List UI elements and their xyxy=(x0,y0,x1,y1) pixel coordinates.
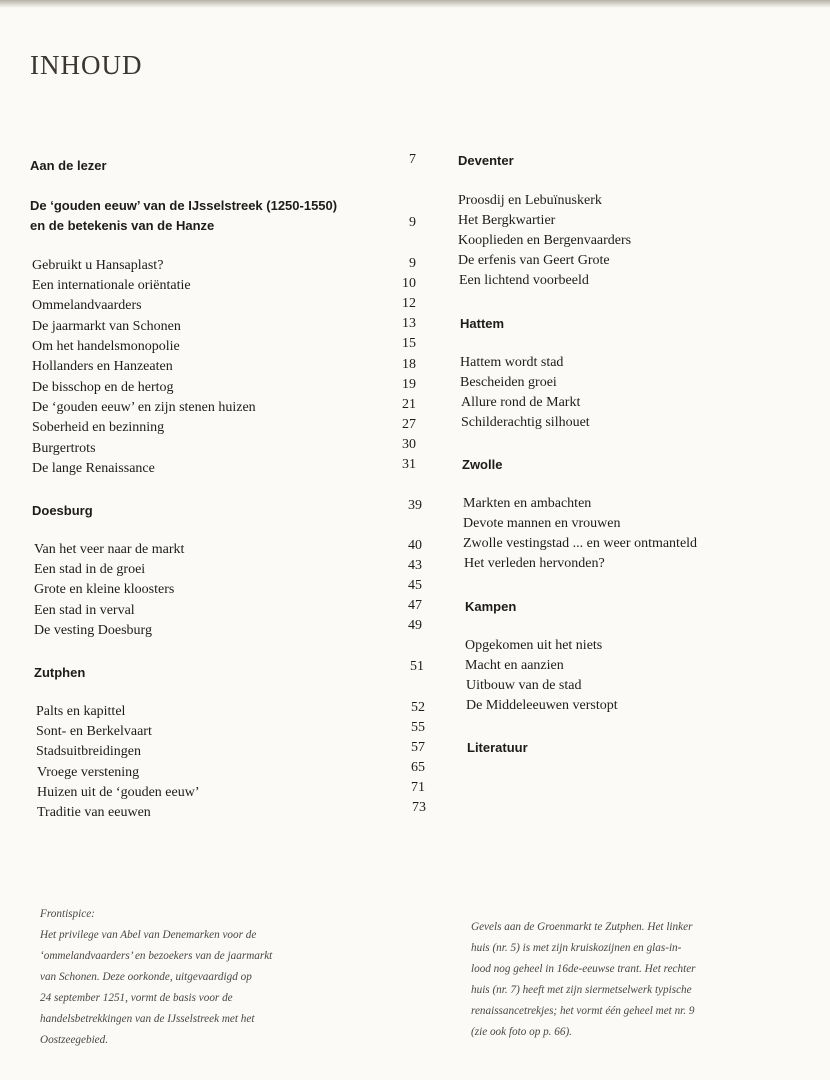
toc-item[interactable]: De erfenis van Geert Grote xyxy=(458,253,610,268)
toc-heading-zwolle[interactable]: Zwolle xyxy=(462,457,503,472)
toc-item[interactable]: De vesting Doesburg xyxy=(34,623,152,638)
toc-page-number: 9 xyxy=(409,215,416,230)
caption-line: Het privilege van Abel van Denemarken voor de xyxy=(40,929,257,941)
caption-line: ‘ommelandvaarders’ en bezoekers van de jaarmarkt xyxy=(40,950,273,962)
toc-item[interactable]: Om het handelsmonopolie xyxy=(32,339,180,354)
toc-page-number: 27 xyxy=(402,417,416,432)
toc-item[interactable]: Bescheiden groei xyxy=(460,375,557,390)
toc-item[interactable]: Kooplieden en Bergenvaarders xyxy=(458,233,632,248)
toc-item[interactable]: Een stad in de groei xyxy=(34,562,146,577)
toc-item[interactable]: De jaarmarkt van Schonen xyxy=(32,319,181,334)
caption-line: huis (nr. 5) is met zijn kruiskozijnen en glas-in- xyxy=(471,942,682,954)
toc-item[interactable]: Uitbouw van de stad xyxy=(466,678,582,693)
toc-item[interactable]: Opgekomen uit het niets xyxy=(465,638,603,653)
toc-item[interactable]: Soberheid en bezinning xyxy=(32,420,165,435)
caption-line: handelsbetrekkingen van de IJsselstreek met het xyxy=(40,1013,255,1025)
toc-heading-aan-de-lezer[interactable]: Aan de lezer xyxy=(30,158,107,173)
toc-item[interactable]: Hollanders en Hanzeaten xyxy=(32,359,173,374)
toc-page-number: 30 xyxy=(402,437,416,452)
toc-page-number: 43 xyxy=(408,558,422,573)
toc-page-number: 57 xyxy=(411,740,425,755)
toc-item[interactable]: Macht en aanzien xyxy=(465,658,564,673)
toc-page-number: 49 xyxy=(408,618,422,633)
page-title: INHOUD xyxy=(30,50,143,80)
toc-item[interactable]: Proosdij en Lebuïnuskerk xyxy=(458,193,602,208)
toc-page-number: 52 xyxy=(411,700,425,715)
toc-item[interactable]: Schilderachtig silhouet xyxy=(461,415,590,430)
toc-item[interactable]: De lange Renaissance xyxy=(32,461,155,476)
toc-item[interactable]: Vroege verstening xyxy=(37,765,140,780)
toc-item[interactable]: Stadsuitbreidingen xyxy=(36,744,141,759)
toc-page-number: 10 xyxy=(402,276,416,291)
toc-page-number: 21 xyxy=(402,397,416,412)
toc-item[interactable]: Een stad in verval xyxy=(34,603,135,618)
toc-page-number: 39 xyxy=(408,498,422,513)
caption-line: (zie ook foto op p. 66). xyxy=(471,1026,572,1038)
toc-page-number: 15 xyxy=(402,336,416,351)
toc-item[interactable]: Het verleden hervonden? xyxy=(464,556,605,571)
toc-page-number: 45 xyxy=(408,578,422,593)
toc-heading-hattem[interactable]: Hattem xyxy=(460,316,505,331)
toc-item[interactable]: Sont- en Berkelvaart xyxy=(36,724,152,739)
toc-item[interactable]: Burgertrots xyxy=(32,441,96,456)
toc-page-number: 7 xyxy=(409,152,416,167)
toc-item[interactable]: Markten en ambachten xyxy=(463,496,592,511)
toc-heading-gouden-eeuw-line2[interactable]: en de betekenis van de Hanze xyxy=(30,218,215,233)
toc-item[interactable]: Het Bergkwartier xyxy=(458,213,556,228)
toc-page-number: 51 xyxy=(410,659,424,674)
toc-item[interactable]: De ‘gouden eeuw’ en zijn stenen huizen xyxy=(32,400,256,415)
caption-line: van Schonen. Deze oorkonde, uitgevaardigd op xyxy=(40,971,252,983)
caption-line: 24 september 1251, vormt de basis voor de xyxy=(40,992,233,1004)
toc-item[interactable]: De Middeleeuwen verstopt xyxy=(466,698,618,713)
toc-page-number: 13 xyxy=(402,316,416,331)
toc-item[interactable]: Hattem wordt stad xyxy=(460,355,564,370)
toc-page-number: 65 xyxy=(411,760,425,775)
toc-item[interactable]: Huizen uit de ‘gouden eeuw’ xyxy=(37,785,200,800)
toc-item[interactable]: Een lichtend voorbeeld xyxy=(459,273,589,288)
toc-heading-literatuur[interactable]: Literatuur xyxy=(467,740,528,755)
caption-line: Gevels aan de Groenmarkt te Zutphen. Het linker xyxy=(471,921,693,933)
toc-page-number: 55 xyxy=(411,720,425,735)
toc-page-number: 12 xyxy=(402,296,416,311)
caption-line: Oostzeegebied. xyxy=(40,1034,109,1046)
toc-heading-gouden-eeuw[interactable]: De ‘gouden eeuw’ van de IJsselstreek (1250-1550) xyxy=(30,198,338,213)
toc-heading-kampen[interactable]: Kampen xyxy=(465,599,517,614)
caption-line: huis (nr. 7) heeft met zijn siermetselwerk typische xyxy=(471,984,692,996)
toc-item[interactable]: De bisschop en de hertog xyxy=(32,380,174,395)
toc-item[interactable]: Devote mannen en vrouwen xyxy=(463,516,621,531)
toc-item[interactable]: Gebruikt u Hansaplast? xyxy=(32,258,164,273)
toc-page-number: 40 xyxy=(408,538,422,553)
toc-page-number: 18 xyxy=(402,357,416,372)
toc-item[interactable]: Grote en kleine kloosters xyxy=(34,582,175,597)
toc-item[interactable]: Een internationale oriëntatie xyxy=(32,278,191,293)
toc-page-number: 31 xyxy=(402,457,416,472)
toc-item[interactable]: Ommelandvaarders xyxy=(32,298,142,313)
caption-line: Frontispice: xyxy=(40,908,95,920)
toc-heading-zutphen[interactable]: Zutphen xyxy=(34,665,86,680)
toc-page-number: 73 xyxy=(412,800,426,815)
caption-line: renaissancetrekjes; het vormt één geheel met nr. 9 xyxy=(471,1005,695,1017)
page-top-edge xyxy=(0,0,830,8)
toc-page-number: 47 xyxy=(408,598,422,613)
toc-item[interactable]: Van het veer naar de markt xyxy=(34,542,185,557)
toc-heading-deventer[interactable]: Deventer xyxy=(458,153,514,168)
toc-item[interactable]: Traditie van eeuwen xyxy=(37,805,151,820)
toc-item[interactable]: Zwolle vestingstad ... en weer ontmanteld xyxy=(463,536,698,551)
toc-heading-doesburg[interactable]: Doesburg xyxy=(32,503,93,518)
toc-item[interactable]: Palts en kapittel xyxy=(36,704,126,719)
toc-item[interactable]: Allure rond de Markt xyxy=(461,395,581,410)
caption-frontispice xyxy=(40,904,272,1051)
caption-line: lood nog geheel in 16de-eeuwse trant. Het rechter xyxy=(471,963,696,975)
toc-page-number: 19 xyxy=(402,377,416,392)
caption-groenmarkt xyxy=(471,917,696,1043)
toc-page-number: 71 xyxy=(411,780,425,795)
toc-page-number: 9 xyxy=(409,256,416,271)
